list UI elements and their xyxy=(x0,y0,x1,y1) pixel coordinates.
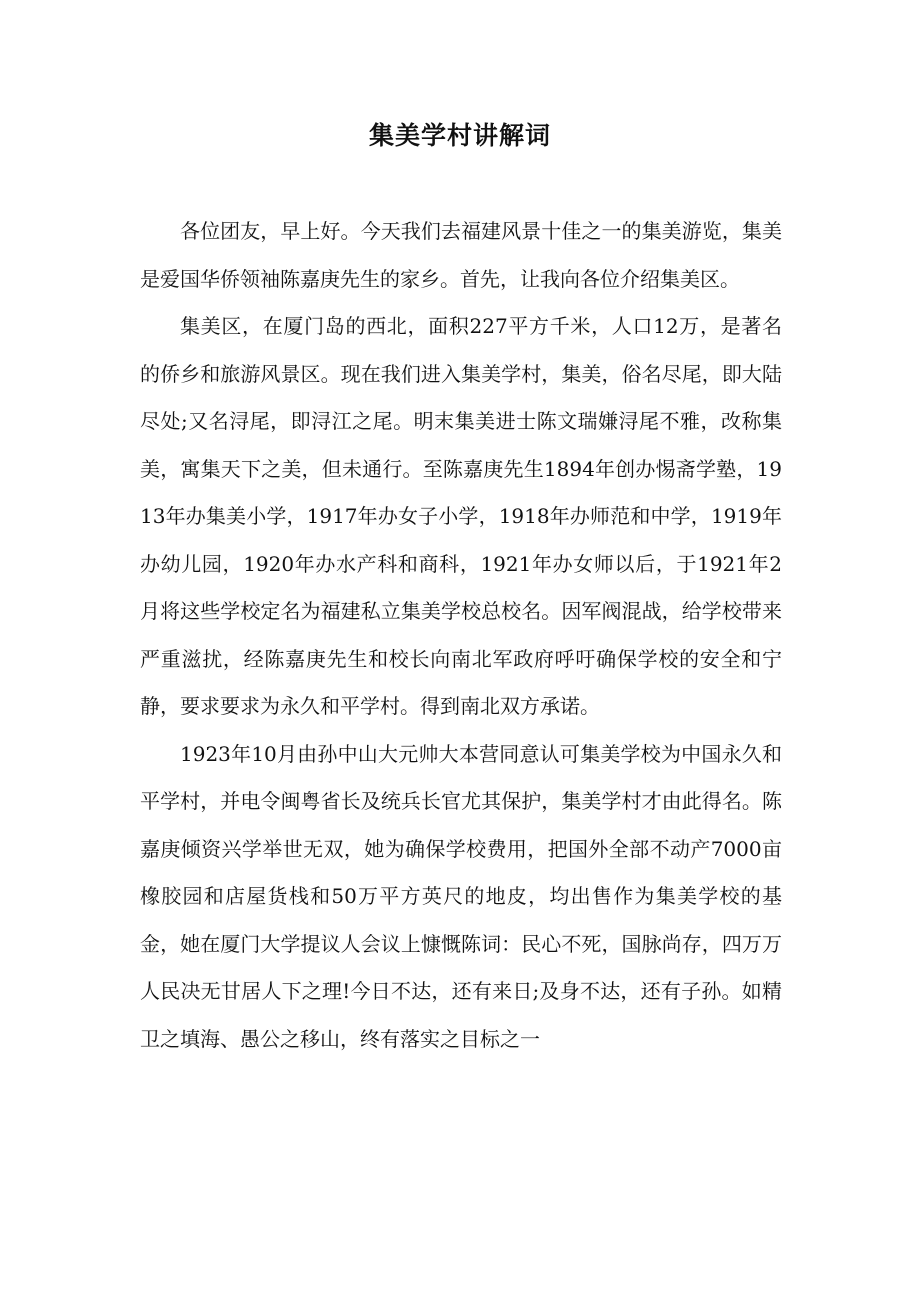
paragraph-jimei-district: 集美区，在厦门岛的西北，面积227平方千米，人口12万，是著名的侨乡和旅游风景区。现在我们进入集美学村，集美，俗名尽尾，即大陆尽处;又名浔尾，即浔江之尾。明末集美进士陈文瑞嫌浔尾不雅，改称集美，寓集天下之美，但未通行。至陈嘉庚先生1894年创办惕斋学塾，1913年办集美小学，1917年办女子小学，1918年办师范和中学，1919年办幼儿园，1920年办水产科和商科，1921年办女师以后，于1921年2月将这些学校定名为福建私立集美学校总校名。因军阀混战，给学校带来严重滋扰，经陈嘉庚先生和校长向南北军政府呼吁确保学校的安全和宁静，要求要求为永久和平学村。得到南北双方承诺。 xyxy=(140,314,782,718)
paragraph-intro: 各位团友，早上好。今天我们去福建风景十佳之一的集美游览，集美是爱国华侨领袖陈嘉庚先生的家乡。首先，让我向各位介绍集美区。 xyxy=(140,219,782,291)
paragraph-peace-school-village: 1923年10月由孙中山大元帅大本营同意认可集美学校为中国永久和平学村，并电令闽粤省长及统兵长官尤其保护，集美学村才由此得名。陈嘉庚倾资兴学举世无双，她为确保学校费用，把国外全部不动产7000亩橡胶园和店屋货栈和50万平方英尺的地皮，均出售作为集美学校的基金，她在厦门大学提议人会议上慷慨陈词：民心不死，国脉尚存，四万万人民决无甘居人下之理!今日不达，还有来日;及身不达，还有子孙。如精卫之填海、愚公之移山，终有落实之目标之一 xyxy=(140,741,782,1051)
document-body xyxy=(140,208,782,1063)
document-title: 集美学村讲解词 xyxy=(368,121,551,150)
